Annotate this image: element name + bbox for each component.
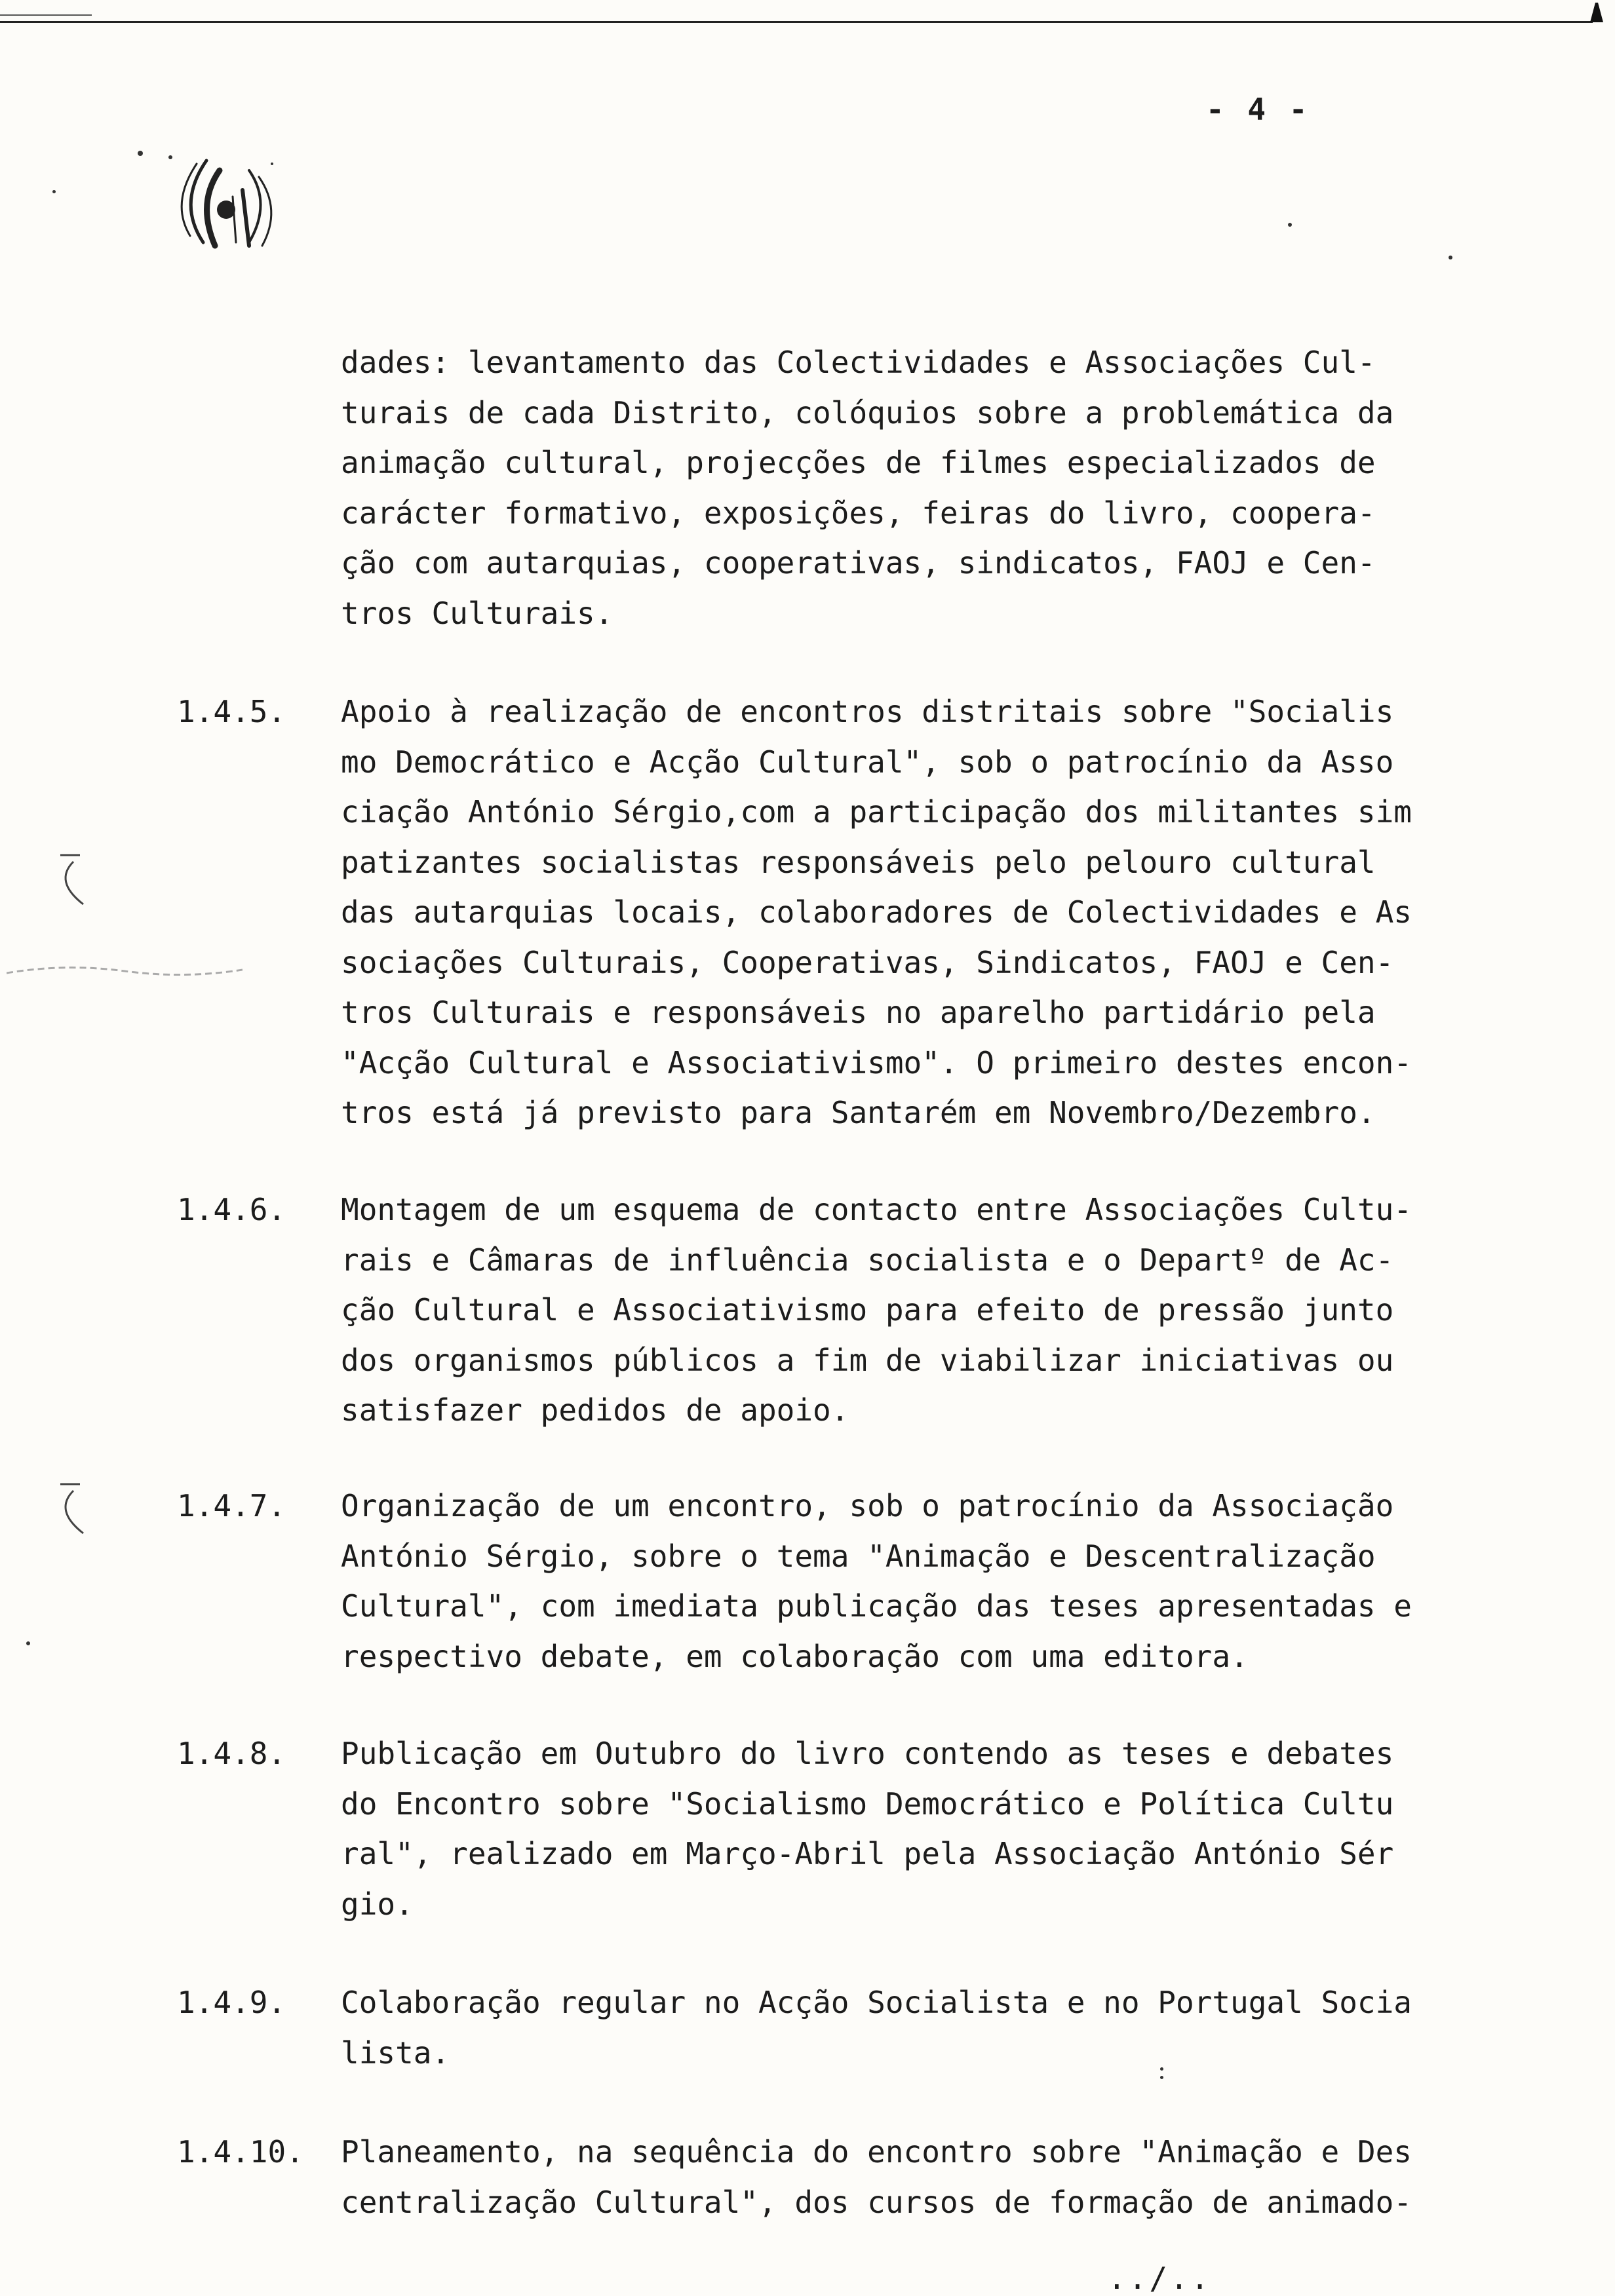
text-line: gio.: [341, 1886, 414, 1922]
paragraph-number: 1.4.7.: [177, 1488, 286, 1523]
paragraph-text: [341, 2127, 1508, 2227]
paragraph-number: 1.4.8.: [177, 1736, 286, 1771]
text-line: tros está já previsto para Santarém em Novembro/Dezembro.: [341, 1095, 1376, 1130]
text-line: tros Culturais.: [341, 595, 613, 631]
text-line: dos organismos públicos a fim de viabilizar iniciativas ou: [341, 1342, 1394, 1378]
text-line: Colaboração regular no Acção Socialista e no Portugal Socia: [341, 1985, 1412, 2020]
top-rule: [0, 21, 1593, 23]
margin-smudge-mark: [7, 957, 243, 983]
paragraph-number: 1.4.5.: [177, 694, 286, 729]
speck-mark: [1160, 2067, 1163, 2071]
corner-mark: [1590, 3, 1603, 22]
paragraph-text: [341, 1185, 1508, 1436]
page-number: - 4 -: [1206, 92, 1310, 127]
text-line: turais de cada Distrito, colóquios sobre a problemática da: [341, 394, 1394, 430]
text-line: mo Democrático e Acção Cultural", sob o patrocínio da Asso: [341, 744, 1394, 780]
margin-bracket-mark-1: [47, 845, 93, 917]
paragraph-number: 1.4.9.: [177, 1985, 286, 2020]
text-line: Montagem de um esquema de contacto entre Associações Cultu-: [341, 1192, 1412, 1227]
text-line: ral", realizado em Março-Abril pela Associação António Sér: [341, 1836, 1394, 1871]
text-line: respectivo debate, em colaboração com uma editora.: [341, 1638, 1249, 1674]
text-line: ciação António Sérgio,com a participação dos militantes sim: [341, 794, 1412, 830]
text-line: satisfazer pedidos de apoio.: [341, 1392, 849, 1428]
text-line: António Sérgio, sobre o tema "Animação e Descentralização: [341, 1538, 1376, 1574]
text-line: Apoio à realização de encontros distritais sobre "Socialis: [341, 694, 1394, 729]
speck-mark: [1160, 2076, 1163, 2079]
page-continuation-mark: ../..: [1108, 2261, 1212, 2296]
speck-mark: [26, 1641, 30, 1645]
text-line: ção Cultural e Associativismo para efeito de pressão junto: [341, 1292, 1394, 1328]
paragraph-text: [341, 337, 1508, 638]
paragraph-number: 1.4.10.: [177, 2134, 304, 2170]
text-line: animação cultural, projecções de filmes especializados de: [341, 445, 1376, 480]
paragraph-text: [341, 687, 1508, 1138]
text-line: sociações Culturais, Cooperativas, Sindicatos, FAOJ e Cen-: [341, 944, 1394, 980]
paragraph-text: [341, 1978, 1508, 2078]
text-line: Cultural", com imediata publicação das teses apresentadas e: [341, 1588, 1412, 1624]
speck-mark: [1288, 223, 1292, 227]
seal-emblem-icon: [151, 138, 308, 262]
speck-mark: [138, 151, 143, 156]
speck-mark: [1449, 256, 1452, 259]
text-line: patizantes socialistas responsáveis pelo pelouro cultural: [341, 844, 1376, 880]
top-rule-left: [0, 14, 92, 16]
text-line: rais e Câmaras de influência socialista e o Departº de Ac-: [341, 1242, 1394, 1278]
text-line: do Encontro sobre "Socialismo Democrático e Política Cultu: [341, 1786, 1394, 1822]
paragraph-number: 1.4.6.: [177, 1192, 286, 1227]
text-line: carácter formativo, exposições, feiras do livro, coopera-: [341, 495, 1376, 531]
speck-mark: [52, 190, 56, 193]
text-line: "Acção Cultural e Associativismo". O primeiro destes encon-: [341, 1044, 1412, 1081]
text-line: das autarquias locais, colaboradores de Colectividades e As: [341, 894, 1412, 930]
margin-bracket-mark-2: [47, 1474, 93, 1546]
text-line: dades: levantamento das Colectividades e Associações Cul-: [341, 345, 1376, 380]
text-line: Publicação em Outubro do livro contendo as teses e debates: [341, 1736, 1394, 1771]
text-line: ção com autarquias, cooperativas, sindicatos, FAOJ e Cen-: [341, 545, 1376, 581]
paragraph-text: [341, 1729, 1508, 1929]
text-line: Organização de um encontro, sob o patrocínio da Associação: [341, 1488, 1394, 1523]
text-line: tros Culturais e responsáveis no aparelho partidário pela: [341, 995, 1376, 1030]
text-line: Planeamento, na sequência do encontro sobre "Animação e Des: [341, 2134, 1412, 2170]
paragraph-text: [341, 1481, 1508, 1681]
text-line: lista.: [341, 2035, 450, 2071]
text-line: centralização Cultural", dos cursos de formação de animado-: [341, 2184, 1412, 2220]
